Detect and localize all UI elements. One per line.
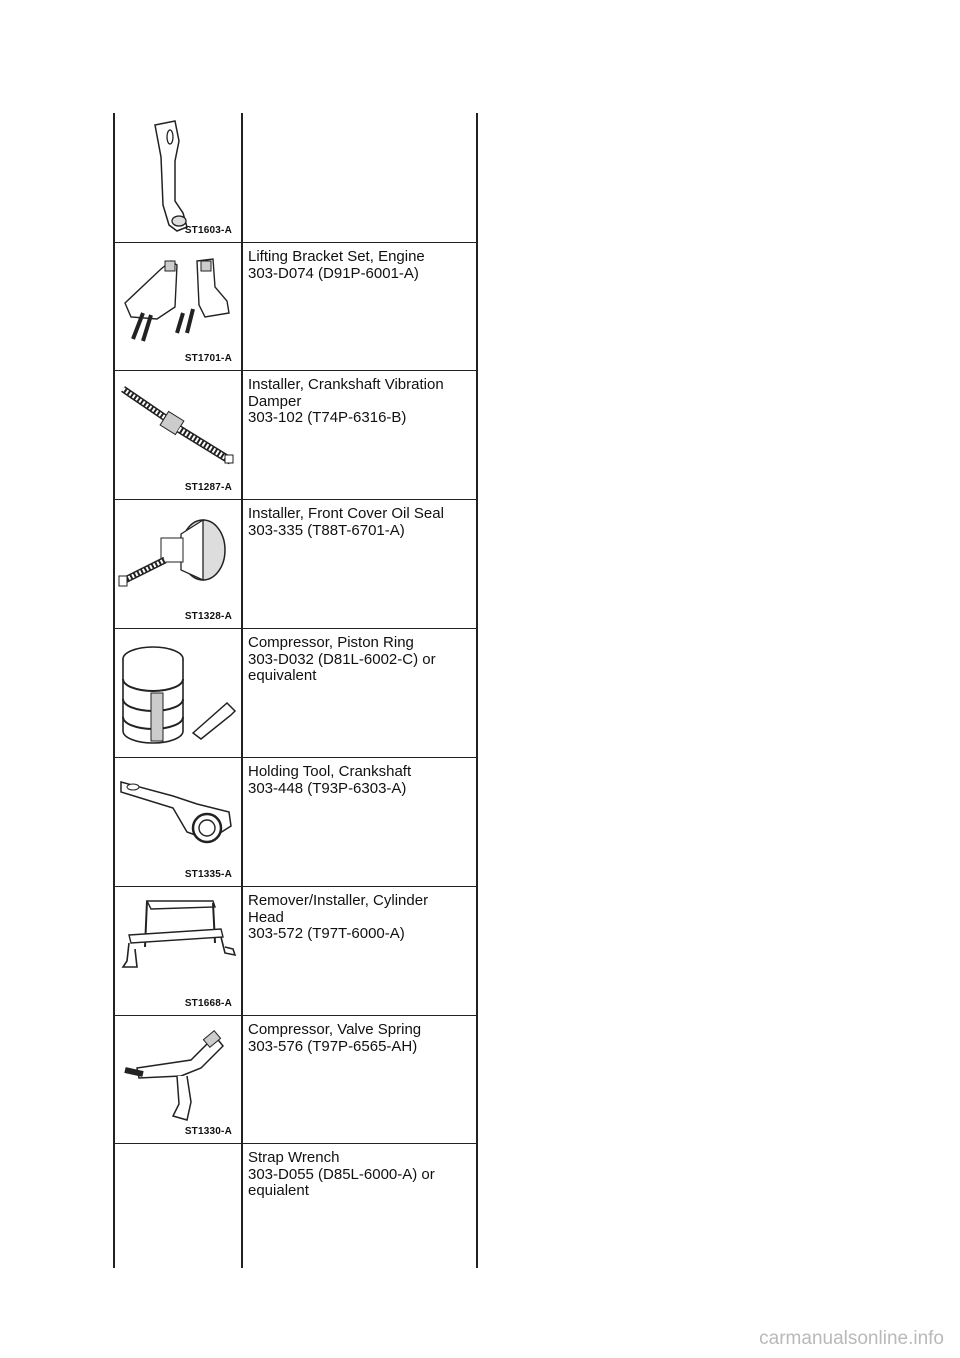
tool-part-number: 303-448 (T93P-6303-A) xyxy=(248,779,407,797)
tool-image-cell xyxy=(113,887,242,1015)
vibration-damper-installer-icon xyxy=(117,375,239,485)
tool-name: Lifting Bracket Set, Engine xyxy=(248,248,425,265)
tool-part-number: 303-572 (T97T-6000-A) xyxy=(248,925,405,942)
crankshaft-holding-tool-icon xyxy=(117,762,239,872)
tool-image-cell xyxy=(113,1016,242,1143)
tool-image-cell xyxy=(113,629,242,757)
tool-image-cell xyxy=(113,758,242,886)
figure-label: ST1328-A xyxy=(184,611,232,622)
tool-note: equivalent xyxy=(248,667,317,684)
tool-name: Installer, Crankshaft Vibration xyxy=(248,376,444,393)
figure-label: ST1287-A xyxy=(184,482,232,493)
watermark: carmanualsonline.info xyxy=(759,1328,944,1349)
figure-label: ST1330-A xyxy=(184,1126,232,1137)
table-row xyxy=(113,1143,478,1268)
tool-description xyxy=(248,1022,473,1055)
tool-description xyxy=(248,1150,473,1200)
tool-name-cont: Damper xyxy=(248,392,302,410)
table-row xyxy=(113,499,478,628)
figure-label: ST1335-A xyxy=(184,869,232,880)
tool-part-number: 303-102 (T74P-6316-B) xyxy=(248,409,407,426)
tool-name: Installer, Front Cover Oil Seal xyxy=(248,505,444,522)
tool-description xyxy=(248,249,473,282)
tool-description xyxy=(248,893,473,943)
lifting-bracket-icon xyxy=(117,117,239,237)
tool-name: Strap Wrench xyxy=(248,1149,340,1166)
tool-part-number: 303-D074 (D91P-6001-A) xyxy=(248,264,419,282)
table-row xyxy=(113,1015,478,1143)
tool-part-number: 303-D032 (D81L-6002-C) or xyxy=(248,650,436,668)
table-row xyxy=(113,757,478,886)
tool-name: Remover/Installer, Cylinder xyxy=(248,892,429,909)
cylinder-head-remover-icon xyxy=(117,891,239,1001)
lifting-bracket-set-icon xyxy=(117,247,239,357)
tool-description xyxy=(248,635,473,685)
tool-image-cell xyxy=(113,243,242,370)
table-row xyxy=(113,370,478,499)
valve-spring-compressor-icon xyxy=(117,1020,239,1130)
tool-image-cell xyxy=(113,1144,242,1268)
table-row xyxy=(113,886,478,1015)
tool-note: equialent xyxy=(248,1182,309,1199)
tool-description xyxy=(248,377,473,427)
figure-label: ST1668-A xyxy=(184,998,232,1009)
tool-image-cell xyxy=(113,371,242,499)
figure-label: ST1701-A xyxy=(184,353,232,364)
tool-description xyxy=(248,764,473,797)
table-row xyxy=(113,628,478,757)
table-row xyxy=(113,242,478,370)
tool-name: Compressor, Piston Ring xyxy=(248,634,414,651)
tool-name: Holding Tool, Crankshaft xyxy=(248,763,412,780)
tool-image-cell xyxy=(113,500,242,628)
figure-label: ST1603-A xyxy=(184,225,232,236)
tool-part-number: 303-335 (T88T-6701-A) xyxy=(248,521,405,539)
tool-part-number: 303-D055 (D85L-6000-A) or xyxy=(248,1165,435,1183)
tool-name: Compressor, Valve Spring xyxy=(248,1021,422,1038)
tool-description xyxy=(248,506,473,539)
tool-image-cell xyxy=(113,113,242,242)
piston-ring-compressor-icon xyxy=(117,633,239,751)
table-row xyxy=(113,113,478,242)
oil-seal-installer-icon xyxy=(117,504,239,614)
tool-part-number: 303-576 (T97P-6565-AH) xyxy=(248,1037,418,1055)
tool-name-cont: Head xyxy=(248,908,284,926)
